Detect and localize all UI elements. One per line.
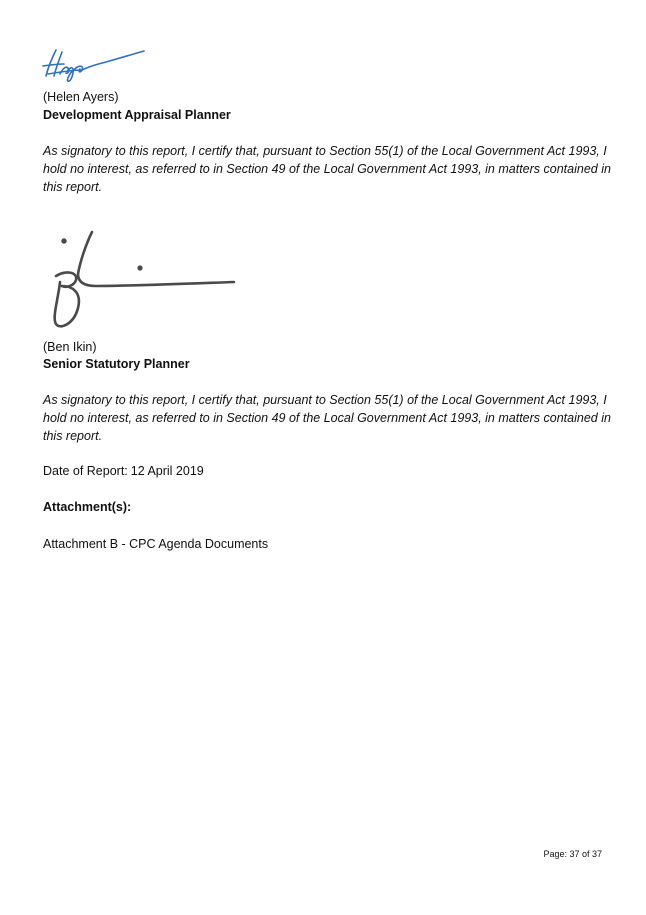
report-date-value: 12 April 2019 xyxy=(130,464,204,478)
signatory-name: (Ben Ikin) xyxy=(43,340,97,354)
report-date-label: Date of Report: xyxy=(43,464,128,478)
attachment-item: Attachment B - CPC Agenda Documents xyxy=(43,537,269,551)
attachments-heading: Attachment(s): xyxy=(43,500,132,514)
signature-helen-ayers-image xyxy=(40,46,150,84)
certification-statement: As signatory to this report, I certify that, pursuant to Section 55(1) of the Local Government Act 1993, I hold no interest, as referred to in Section 49 of the Local Government Act 1993, in matters contained in this report. xyxy=(43,144,611,194)
signatory-title: Senior Statutory Planner xyxy=(43,357,190,371)
signatory-title: Development Appraisal Planner xyxy=(43,108,231,122)
page-number: Page: 37 of 37 xyxy=(543,849,602,859)
certification-statement: As signatory to this report, I certify that, pursuant to Section 55(1) of the Local Government Act 1993, I hold no interest, as referred to in Section 49 of the Local Government Act 1993, in matters contained in this report. xyxy=(43,393,611,443)
signature-ben-ikin-image xyxy=(48,224,240,336)
signatory-name: (Helen Ayers) xyxy=(43,90,119,104)
report-date-row xyxy=(43,462,204,480)
